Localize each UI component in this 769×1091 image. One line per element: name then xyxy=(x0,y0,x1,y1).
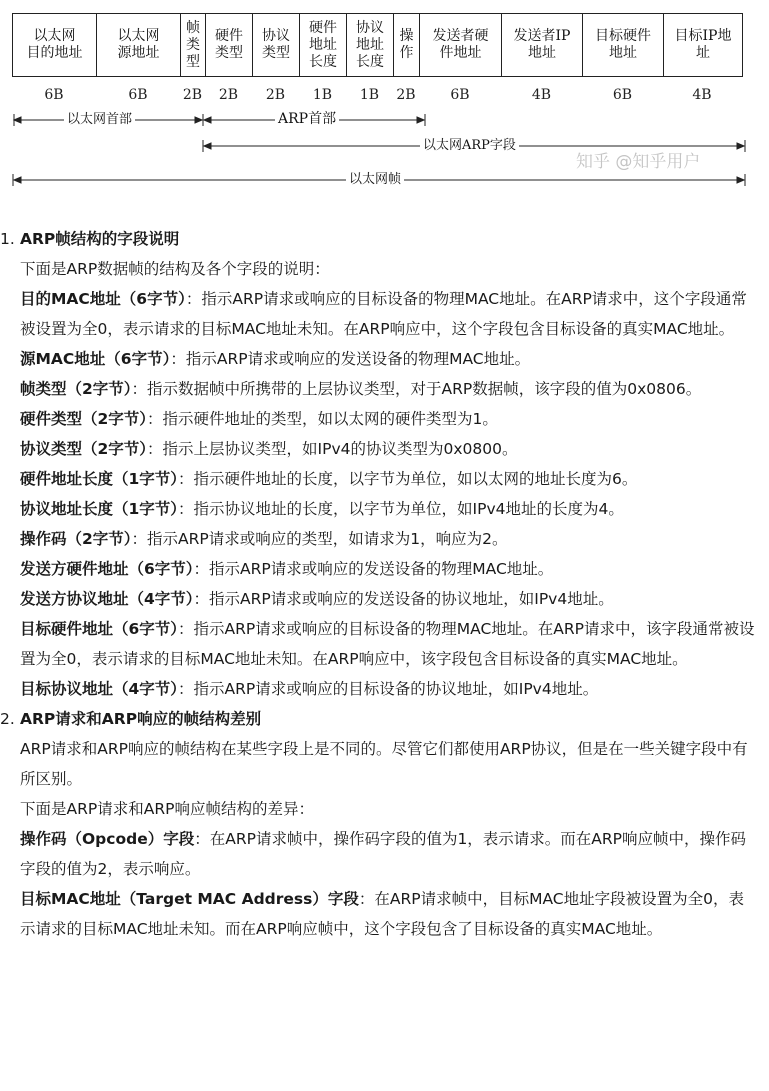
size-sender-hw-addr: 6B xyxy=(450,87,470,103)
field-desc-item xyxy=(0,674,769,704)
section-1-title: ARP帧结构的字段说明 xyxy=(20,230,180,248)
field-desc-text: ：指示ARP请求或响应的目标设备的协议地址，如IPv4地址。 xyxy=(178,680,599,698)
diff-text: ：在ARP请求帧中，操作码字段的值为1，表示请求。而在ARP响应帧中，操作码字段的值为2，表示响应。 xyxy=(20,830,747,878)
size-protocol-type: 2B xyxy=(265,87,286,103)
arp-header-arrowhead-left xyxy=(204,117,211,123)
size-protocol-addr-len: 1B xyxy=(359,87,380,103)
ethernet-frame-label: 以太网帧 xyxy=(346,172,404,188)
field-desc-text: ：指示硬件地址的长度，以字节为单位，如以太网的地址长度为6。 xyxy=(178,470,638,488)
field-eth-src-addr: 以太网 源地址 xyxy=(97,14,181,76)
field-desc-text: ：指示硬件地址的类型，如以太网的硬件类型为1。 xyxy=(147,410,498,428)
arp-header-label: ARP首部 xyxy=(275,111,339,127)
field-hardware-type: 硬件 类型 xyxy=(206,14,253,76)
frame-field-table xyxy=(12,13,743,77)
field-desc-term: 源MAC地址（6字节） xyxy=(20,350,171,368)
article-content xyxy=(0,224,769,944)
diff-text: ：在ARP请求帧中，目标MAC地址字段被设置为全0，表示请求的目标MAC地址未知。而在ARP响应帧中，这个字段包含了目标设备的真实MAC地址。 xyxy=(20,890,744,938)
size-hardware-addr-len: 1B xyxy=(312,87,333,103)
ethernet-arp-field-arrowhead-right xyxy=(737,143,744,149)
field-desc-item xyxy=(0,494,769,524)
ethernet-header-arrowhead-left xyxy=(14,117,21,123)
ethernet-header-arrowhead-right xyxy=(195,117,202,123)
size-eth-src-addr: 6B xyxy=(128,87,148,103)
size-eth-dest-addr: 6B xyxy=(44,87,64,103)
field-desc-term: 帧类型（2字节） xyxy=(20,380,132,398)
diff-item xyxy=(0,884,769,944)
section-1-heading xyxy=(0,224,769,254)
field-desc-text: ：指示ARP请求或响应的发送设备的协议地址，如IPv4地址。 xyxy=(193,590,614,608)
field-desc-item xyxy=(0,554,769,584)
section-1-intro: 下面是ARP数据帧的结构及各个字段的说明： xyxy=(20,260,330,278)
diff-item xyxy=(0,824,769,884)
field-desc-term: 操作码（2字节） xyxy=(20,530,132,548)
size-target-ip-addr: 4B xyxy=(692,87,712,103)
ethernet-frame-arrowhead-left xyxy=(14,177,21,183)
field-opcode: 操 作 xyxy=(394,14,420,76)
field-desc-item xyxy=(0,374,769,404)
field-desc-term: 发送方协议地址（4字节） xyxy=(20,590,194,608)
size-opcode: 2B xyxy=(396,87,416,103)
field-desc-term: 硬件地址长度（1字节） xyxy=(20,470,179,488)
field-desc-term: 目标硬件地址（6字节） xyxy=(20,620,179,638)
size-target-hw-addr: 6B xyxy=(612,87,633,103)
field-desc-term: 硬件类型（2字节） xyxy=(20,410,148,428)
section-2-heading xyxy=(0,704,769,734)
field-desc-text: ：指示ARP请求或响应的发送设备的物理MAC地址。 xyxy=(170,350,531,368)
field-eth-dest-addr: 以太网 目的地址 xyxy=(13,14,97,76)
field-sender-hw-addr: 发送者硬 件地址 xyxy=(420,14,502,76)
section-2-number: 2. xyxy=(0,710,15,728)
ethernet-header-label: 以太网首部 xyxy=(64,112,135,128)
field-desc-text: ：指示ARP请求或响应的类型，如请求为1，响应为2。 xyxy=(131,530,508,548)
diff-term: 操作码（Opcode）字段 xyxy=(20,830,195,848)
field-desc-text: ：指示协议地址的长度，以字节为单位，如IPv4地址的长度为4。 xyxy=(178,500,624,518)
arp-frame-diagram xyxy=(0,0,769,200)
ethernet-arp-field-arrowhead-left xyxy=(204,143,211,149)
field-desc-item xyxy=(0,524,769,554)
field-desc-term: 协议地址长度（1字节） xyxy=(20,500,179,518)
size-sender-ip-addr: 4B xyxy=(531,87,552,103)
field-desc-item xyxy=(0,464,769,494)
field-desc-item xyxy=(0,344,769,374)
field-desc-term: 协议类型（2字节） xyxy=(20,440,148,458)
field-sender-ip-addr: 发送者IP 地址 xyxy=(502,14,583,76)
diff-term: 目标MAC地址（Target MAC Address）字段 xyxy=(20,890,359,908)
field-target-hw-addr: 目标硬件 地址 xyxy=(583,14,664,76)
field-protocol-addr-len: 协议 地址 长度 xyxy=(347,14,394,76)
field-desc-text: ：指示ARP请求或响应的发送设备的物理MAC地址。 xyxy=(193,560,554,578)
size-frame-type: 2B xyxy=(182,87,203,103)
field-hardware-addr-len: 硬件 地址 长度 xyxy=(300,14,347,76)
arp-header-arrowhead-right xyxy=(417,117,424,123)
field-desc-term: 目标协议地址（4字节） xyxy=(20,680,179,698)
section-1-number: 1. xyxy=(0,230,15,248)
field-desc-text: ：指示ARP请求或响应的目标设备的物理MAC地址。在ARP请求中，该字段通常被设置为全0，表示请求的目标MAC地址未知。在ARP响应中，该字段包含目标设备的真实MAC地址。 xyxy=(20,620,755,668)
field-desc-text: ：指示ARP请求或响应的目标设备的物理MAC地址。在ARP请求中，这个字段通常被设置为全0，表示请求的目标MAC地址未知。在ARP响应中，这个字段包含目标设备的真实MAC地址。 xyxy=(20,290,747,338)
field-desc-text: ：指示上层协议类型，如IPv4的协议类型为0x0800。 xyxy=(147,440,518,458)
field-target-ip-addr: 目标IP地 址 xyxy=(674,28,732,61)
field-desc-item xyxy=(0,614,769,674)
field-desc-item xyxy=(0,284,769,344)
field-desc-item xyxy=(0,584,769,614)
field-desc-term: 目的MAC地址（6字节） xyxy=(20,290,186,308)
field-desc-item xyxy=(0,434,769,464)
field-desc-term: 发送方硬件地址（6字节） xyxy=(20,560,194,578)
size-hardware-type: 2B xyxy=(218,87,239,103)
field-frame-type: 帧 类 型 xyxy=(181,14,206,76)
field-protocol-type: 协议 类型 xyxy=(253,14,300,76)
section-2-intro: ARP请求和ARP响应的帧结构在某些字段上是不同的。尽管它们都使用ARP协议，但是在一些关键字段中有所区别。 xyxy=(20,740,748,788)
field-desc-item xyxy=(0,404,769,434)
watermark: 知乎 @知乎用户 xyxy=(576,152,701,172)
section-2-title: ARP请求和ARP响应的帧结构差别 xyxy=(20,710,262,728)
section-2-intro-diff: 下面是ARP请求和ARP响应帧结构的差异： xyxy=(20,800,314,818)
field-desc-text: ：指示数据帧中所携带的上层协议类型，对于ARP数据帧，该字段的值为0x0806。 xyxy=(131,380,702,398)
ethernet-arp-field-label: 以太网ARP字段 xyxy=(420,138,519,154)
ethernet-frame-arrowhead-right xyxy=(737,177,744,183)
